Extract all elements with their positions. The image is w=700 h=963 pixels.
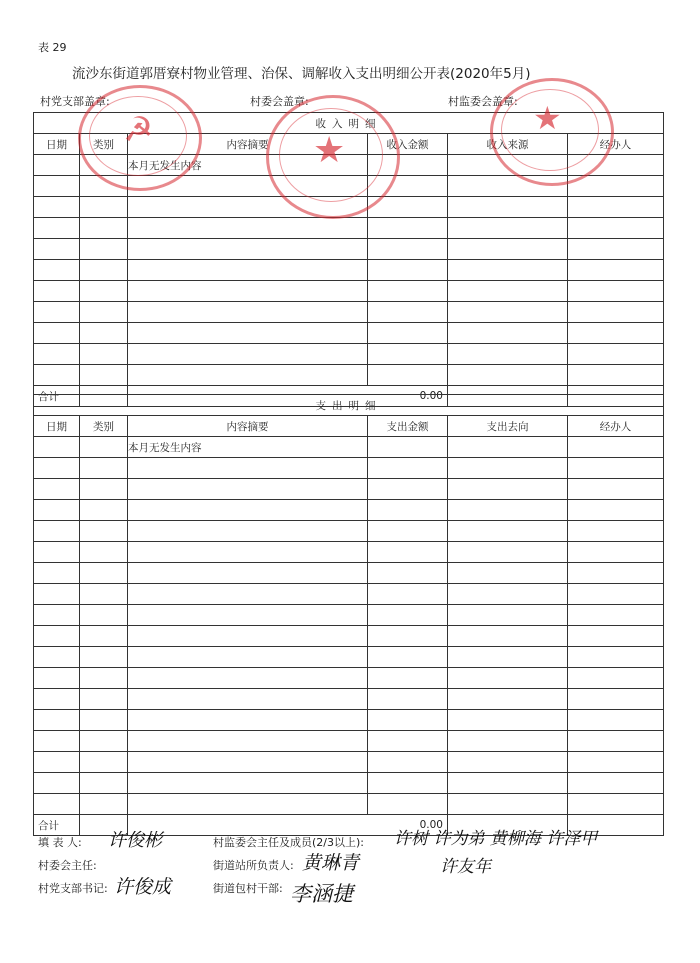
table-row — [34, 281, 664, 302]
form-number: 表 29 — [38, 41, 67, 54]
supervisory-members-label: 村监委会主任及成员(2/3以上): — [213, 836, 364, 849]
expense-col-amount: 支出金额 — [368, 416, 448, 437]
supervisory-member-signature-2: 许友年 — [440, 857, 491, 877]
income-col-category: 类别 — [80, 134, 128, 155]
expense-table — [33, 394, 664, 836]
income-note: 本月无发生内容 — [128, 155, 368, 176]
committee-director-label: 村委会主任: — [38, 859, 97, 872]
expense-col-date: 日期 — [34, 416, 80, 437]
table-row — [34, 773, 664, 794]
expense-col-category: 类别 — [80, 416, 128, 437]
expense-section-title: 支出明细 — [34, 395, 664, 416]
expense-note: 本月无发生内容 — [128, 437, 368, 458]
income-col-handler: 经办人 — [568, 134, 664, 155]
table-row — [34, 647, 664, 668]
village-committee-seal-label: 村委会盖章: — [250, 95, 309, 108]
table-row — [34, 605, 664, 626]
party-secretary-label: 村党支部书记: — [38, 882, 108, 895]
table-row — [34, 458, 664, 479]
table-row — [34, 542, 664, 563]
expense-col-summary: 内容摘要 — [128, 416, 368, 437]
expense-col-handler: 经办人 — [568, 416, 664, 437]
table-row — [34, 521, 664, 542]
income-col-date: 日期 — [34, 134, 80, 155]
expense-header-row — [34, 416, 664, 437]
table-row — [34, 626, 664, 647]
table-row — [34, 437, 664, 458]
income-section-title: 收入明细 — [34, 113, 664, 134]
liaison-cadre-label: 街道包村干部: — [213, 882, 283, 895]
table-row — [34, 584, 664, 605]
page-title: 流沙东街道郭厝寮村物业管理、治保、调解收入支出明细公开表(2020年5月) — [72, 66, 531, 82]
village-committee-seal: ★ — [266, 95, 400, 219]
filler-signature: 许俊彬 — [108, 830, 162, 851]
party-branch-seal-label: 村党支部盖章: — [40, 95, 110, 108]
table-row — [34, 218, 664, 239]
filler-label: 填 表 人: — [38, 836, 82, 849]
income-total-value: 0.00 — [128, 386, 448, 407]
income-col-summary: 内容摘要 — [128, 134, 368, 155]
income-col-source: 收入来源 — [448, 134, 568, 155]
income-total-label: 合计 — [34, 386, 80, 407]
supervisory-seal-label: 村监委会盖章: — [448, 95, 518, 108]
party-branch-seal: ☭ — [78, 85, 202, 191]
supervisory-members-signatures: 许树 许为弟 黄柳海 许泽甲 — [394, 829, 598, 849]
table-row — [34, 344, 664, 365]
table-row — [34, 689, 664, 710]
expense-col-destination: 支出去向 — [448, 416, 568, 437]
table-row — [34, 365, 664, 386]
table-row — [34, 710, 664, 731]
table-row — [34, 302, 664, 323]
table-row — [34, 479, 664, 500]
table-row — [34, 239, 664, 260]
table-row — [34, 563, 664, 584]
liaison-cadre-signature: 李涵捷 — [290, 882, 353, 906]
table-row — [34, 668, 664, 689]
table-row — [34, 731, 664, 752]
supervisory-committee-seal: ★ — [490, 78, 614, 186]
table-row — [34, 500, 664, 521]
expense-total-value: 0.00 — [128, 815, 448, 836]
expense-total-label: 合计 — [34, 815, 80, 836]
income-col-amount: 收入金额 — [368, 134, 448, 155]
station-head-label: 街道站所负责人: — [213, 859, 294, 872]
station-head-signature: 黄琳青 — [302, 852, 360, 874]
table-row — [34, 323, 664, 344]
party-secretary-signature: 许俊成 — [114, 876, 172, 898]
table-row — [34, 752, 664, 773]
table-row — [34, 260, 664, 281]
table-row — [34, 794, 664, 815]
